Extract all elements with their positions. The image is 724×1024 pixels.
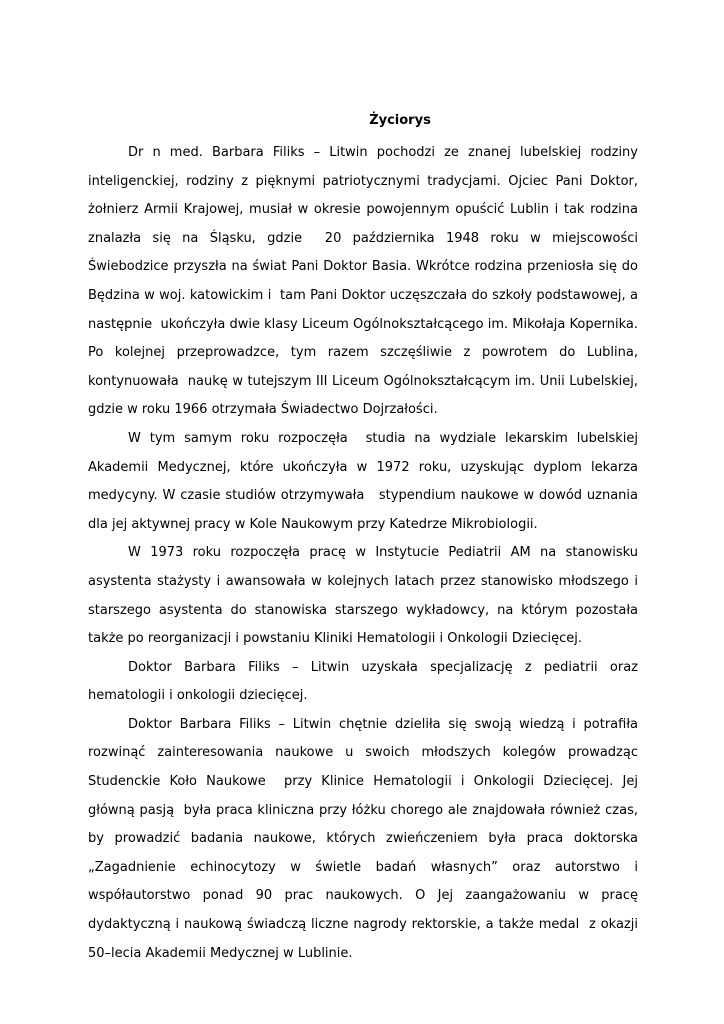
paragraph-biography-career: W 1973 roku rozpoczęła pracę w Instytucie Pediatrii AM na stanowisku asystenta stażysty i awansowała w kolejnych latach przez stanowisko młodszego i starszego asystenta do stanowiska starszego wykładowcy, na którym pozostała także po reorganizacji i powstaniu Kliniki Hematologii i Onkologii Dziecięcej. <box>88 545 643 647</box>
document-body <box>88 139 647 968</box>
paragraph-biography-specialization: Doktor Barbara Filiks – Litwin uzyskała specjalizację z pediatrii oraz hematologii i onkologii dziecięcej. <box>88 659 643 704</box>
document-title: Życiorys <box>369 113 431 128</box>
paragraph-biography-research: Doktor Barbara Filiks – Litwin chętnie dzieliła się swoją wiedzą i potrafiła rozwinąć zainteresowania naukowe u swoich młodszych kolegów prowadząc Studenckie Koło Naukowe przy Klinice Hematologii i Onkologii Dziecięcej. Jej główną pasją była praca kliniczna przy łóżku chorego ale znajdowała również czas, by prowadzić badania naukowe, których zwieńczeniem była praca doktorska „Zagadnienie echinocytozy w świetle badań własnych” oraz autorstwo i współautorstwo ponad 90 prac naukowych. O Jej zaangażowaniu w pracę dydaktyczną i naukową świadczą liczne nagrody rektorskie, a także medal z okazji 50–lecia Akademii Medycznej w Lublinie. <box>88 716 643 961</box>
paragraph-biography-childhood: Dr n med. Barbara Filiks – Litwin pochodzi ze znanej lubelskiej rodziny inteligenckiej, rodziny z pięknymi patriotycznymi tradycjami. Ojciec Pani Doktor, żołnierz Armii Krajowej, musiał w okresie powojennym opuścić Lublin i tak rodzina znalazła się na Śląsku, gdzie 20 października 1948 roku w miejscowości Świebodzice przyszła na świat Pani Doktor Basia. Wkrótce rodzina przeniosła się do Będzina w woj. katowickim i tam Pani Doktor uczęszczała do szkoły podstawowej, a następnie ukończyła dwie klasy Liceum Ogólnokształcącego im. Mikołaja Kopernika. Po kolejnej przeprowadzce, tym razem szczęśliwie z powrotem do Lublina, kontynuowała naukę w tutejszym III Liceum Ogólnokształcącym im. Unii Lubelskiej, gdzie w roku 1966 otrzymała Świadectwo Dojrzałości. <box>88 145 647 418</box>
paragraph-biography-studies: W tym samym roku rozpoczęła studia na wydziale lekarskim lubelskiej Akademii Medycznej, które ukończyła w 1972 roku, uzyskując dyplom lekarza medycyny. W czasie studiów otrzymywała stypendium naukowe w dowód uznania dla jej aktywnej pracy w Kole Naukowym przy Katedrze Mikrobiologii. <box>88 430 643 532</box>
